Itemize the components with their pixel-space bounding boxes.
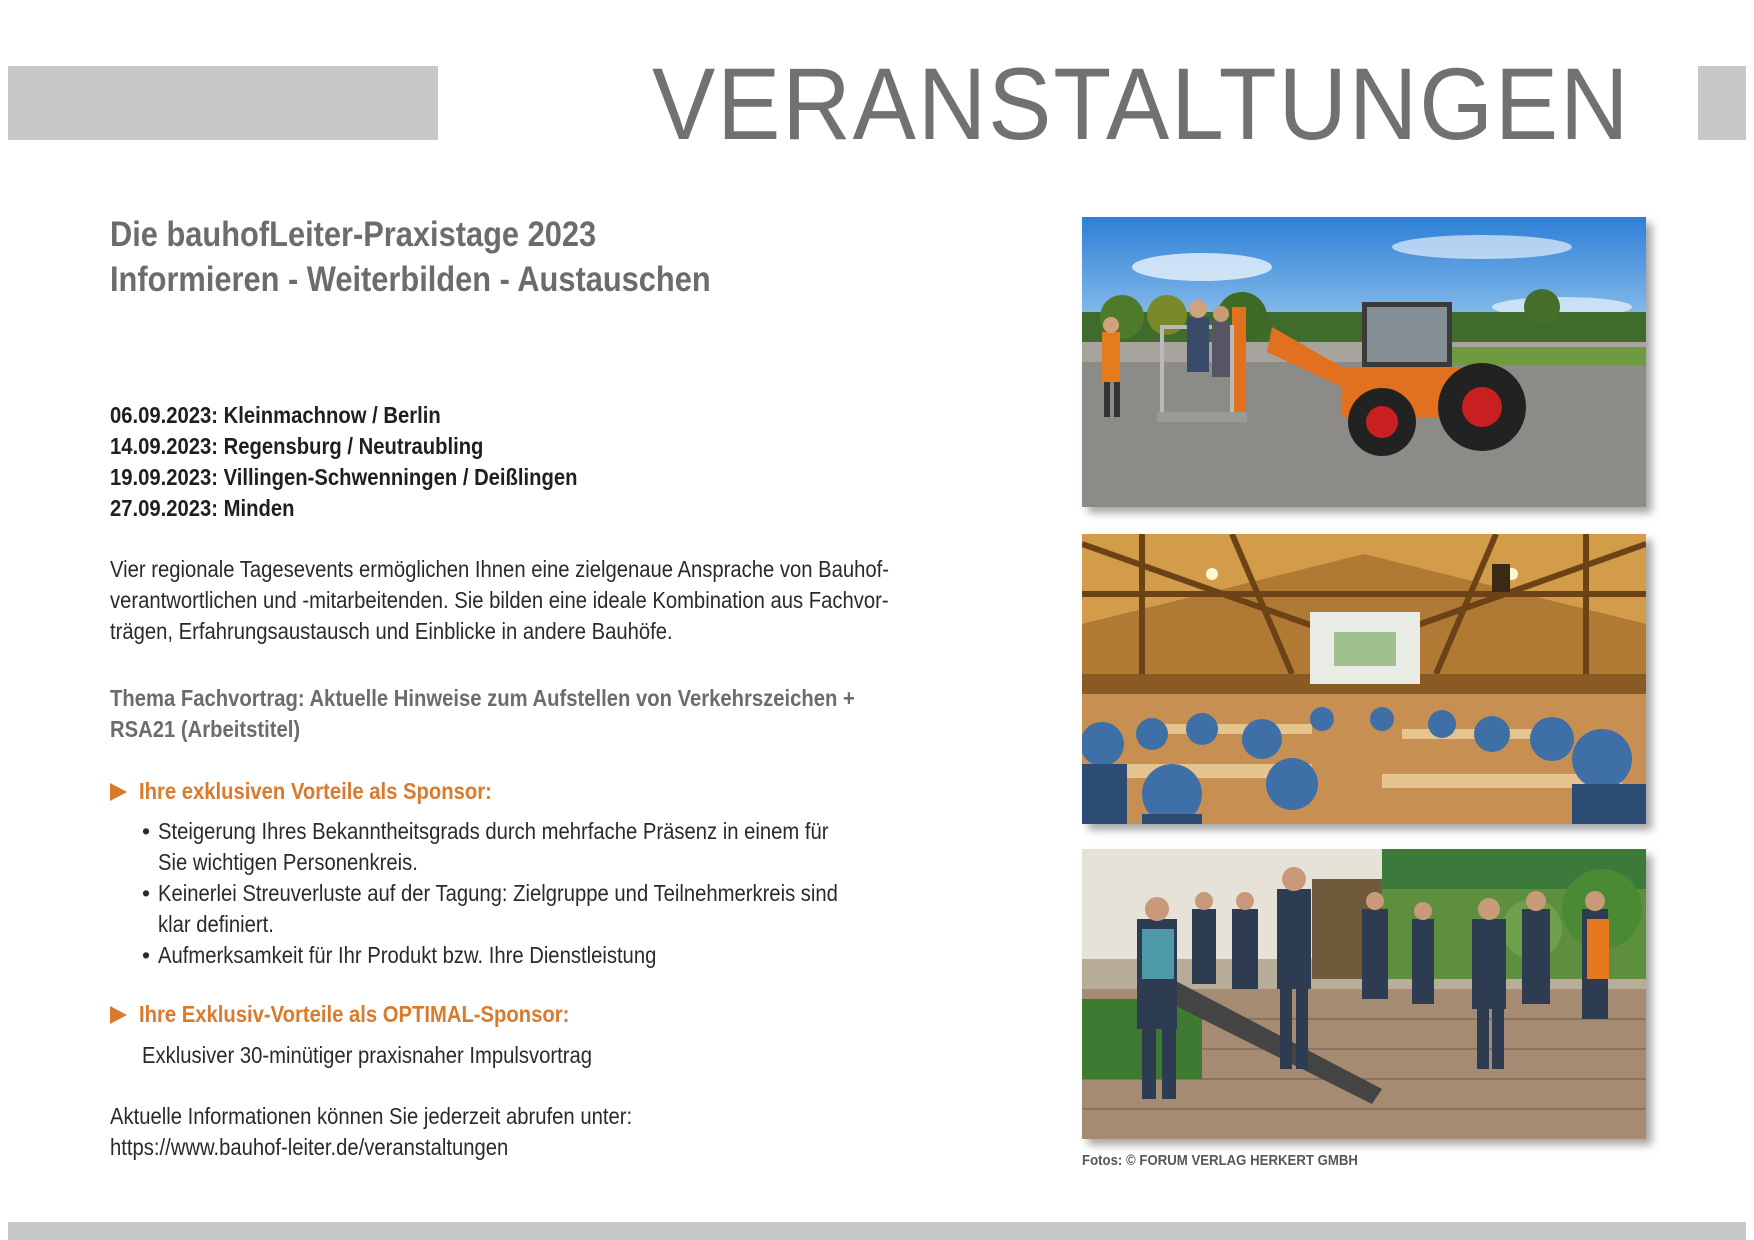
sponsor-benefits-list xyxy=(142,816,1002,971)
info-url-link[interactable]: https://www.bauhof-leiter.de/veranstaltungen xyxy=(110,1134,509,1160)
photo-seminar-image xyxy=(1082,534,1646,824)
photo-tractor-image xyxy=(1082,217,1646,507)
intro-paragraph: Vier regionale Tagesevents ermöglichen Ihnen eine zielgenaue Ansprache von Bauhof- verantwortlichen und -mitarbeitenden. Sie bilden eine ideale Kombination aus Fachvor- trägen, Erfahrungsaustausch und Einblicke in andere Bauhöfe. xyxy=(110,556,890,644)
event-dates-list xyxy=(110,400,970,524)
triangle-arrow-icon xyxy=(110,1006,127,1024)
photo-seminar-hall xyxy=(1082,534,1646,824)
photo-credit: Fotos: © FORUM VERLAG HERKERT GMBH xyxy=(1082,1152,1358,1169)
optimal-sponsor-heading: Ihre Exklusiv-Vorteile als OPTIMAL-Sponsor: xyxy=(110,999,970,1030)
topic-paragraph: Thema Fachvortrag: Aktuelle Hinweise zum Aufstellen von Verkehrszeichen + RSA21 (Arbeitstitel) xyxy=(110,685,855,742)
triangle-arrow-icon xyxy=(110,783,127,801)
page-title: VERANSTALTUNGEN xyxy=(652,47,1631,161)
event-date-item: 19.09.2023: Villingen-Schwenningen / Deißlingen xyxy=(110,464,578,490)
benefit-item: • Keinerlei Streuverluste auf der Tagung: Zielgruppe und Teilnehmerkreis sind klar definiert. xyxy=(142,880,838,937)
optimal-sponsor-text: Exklusiver 30-minütiger praxisnaher Impulsvortrag xyxy=(142,1042,592,1068)
bullet-icon: • xyxy=(142,818,151,844)
footer-bar xyxy=(8,1222,1746,1240)
photo-group-image xyxy=(1082,849,1646,1139)
bullet-icon: • xyxy=(142,880,151,906)
header-bar-right xyxy=(1698,66,1746,140)
benefit-item: • Steigerung Ihres Bekanntheitsgrads durch mehrfache Präsenz in einem für Sie wichtigen Personenkreis. xyxy=(142,818,829,875)
photo-outdoor-group xyxy=(1082,849,1646,1139)
event-date-item: 06.09.2023: Kleinmachnow / Berlin xyxy=(110,402,441,428)
headline-line-2: Informieren - Weiterbilden - Austauschen xyxy=(110,260,711,299)
bullet-icon: • xyxy=(142,942,151,968)
photo-tractor-demo xyxy=(1082,217,1646,507)
event-date-item: 14.09.2023: Regensburg / Neutraubling xyxy=(110,433,484,459)
info-paragraph: Aktuelle Informationen können Sie jederzeit abrufen unter: https://www.bauhof-leiter.de/veranstaltungen xyxy=(110,1101,970,1163)
header-bar-left xyxy=(8,66,438,140)
sponsor-heading: Ihre exklusiven Vorteile als Sponsor: xyxy=(110,776,970,807)
event-headline xyxy=(110,212,970,302)
benefit-item: • Aufmerksamkeit für Ihr Produkt bzw. Ihre Dienstleistung xyxy=(142,940,1002,971)
headline-line-1: Die bauhofLeiter-Praxistage 2023 xyxy=(110,215,597,254)
event-date-item: 27.09.2023: Minden xyxy=(110,495,295,521)
